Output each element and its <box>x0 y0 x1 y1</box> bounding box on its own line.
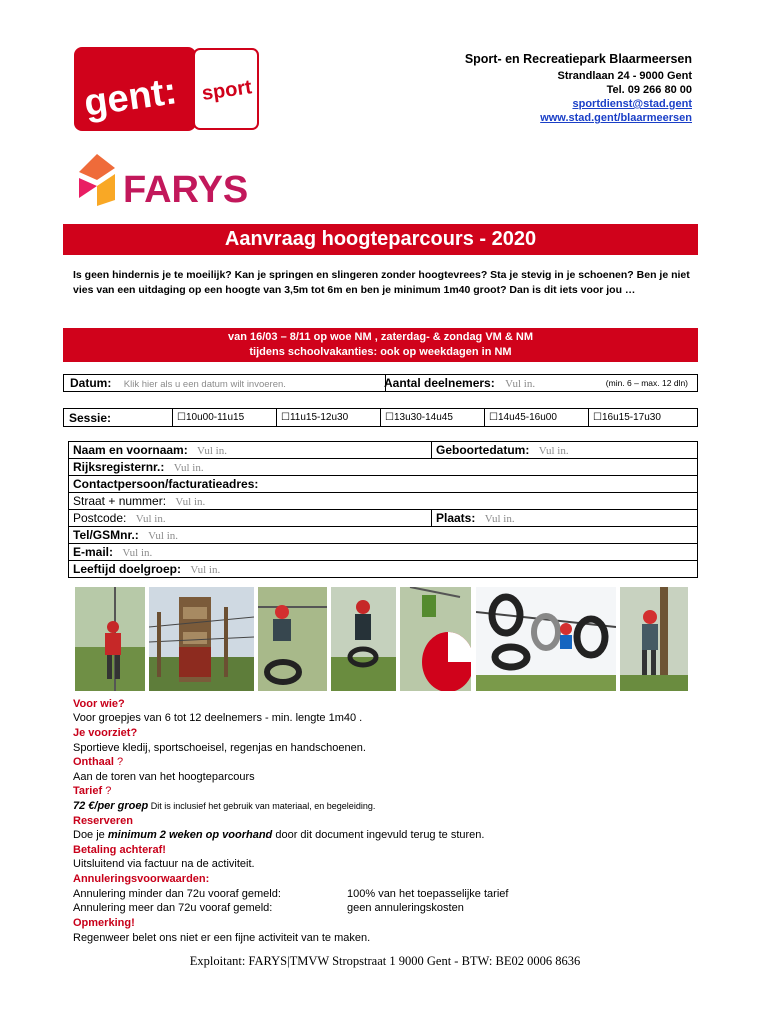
reserveren-text: Doe je minimum 2 weken op voorhand door dit document ingevuld terug te sturen. <box>73 829 485 841</box>
session-row <box>63 408 698 427</box>
tarief-text: Dit is inclusief het gebruik van materiaal, en begeleiding. <box>148 801 376 811</box>
annulering-heading: Annuleringsvoorwaarden: <box>73 873 210 885</box>
page-title: Aanvraag hoogteparcours - 2020 <box>63 224 698 255</box>
session-option[interactable]: ☐16u15-17u30 <box>588 409 702 426</box>
period-line-2: tijdens schoolvakanties: ook op weekdagen in NM <box>249 346 512 358</box>
naam-input[interactable]: Vul in. <box>197 445 227 457</box>
annulering-row-1: Annulering minder dan 72u vooraf gemeld: 100% van het toepasselijke tarief <box>73 888 509 900</box>
org-name: Sport- en Recreatiepark Blaarmeersen <box>464 52 692 66</box>
org-email-link[interactable]: sportdienst@stad.gent <box>572 98 692 110</box>
deelnemers-input[interactable]: Vul in. <box>505 378 536 390</box>
onthaal-heading: Onthaal <box>73 756 114 768</box>
tel-label: Tel/GSMnr.: <box>73 528 139 542</box>
photo-tire-swing <box>258 587 327 691</box>
photo-tires-course <box>476 587 616 691</box>
intro-text: Is geen hindernis je te moeilijk? Kan je springen en slingeren zonder hoogtevrees? Sta je stevig in je schoenen? Ben je niet vies van een uitdaging op een hoogte van 3,5m tot 6m en ben je minimum 1m40 groot? Dan is dit iets voor jou … <box>73 269 690 296</box>
voorwie-text: Voor groepjes van 6 tot 12 deelnemers - min. lengte 1m40 . <box>73 712 363 724</box>
deelnemers-label: Aantal deelnemers: <box>384 376 495 390</box>
postcode-label: Postcode: <box>73 511 127 525</box>
geboorte-input[interactable]: Vul in. <box>538 445 569 457</box>
photo-gent-sport-flag <box>400 587 471 691</box>
tarief-heading: Tarief <box>73 785 103 797</box>
footer: Exploitant: FARYS|TMVW Stropstraat 1 9000 Gent - BTW: BE02 0006 8636 <box>189 954 581 968</box>
naam-label: Naam en voornaam: <box>73 443 188 457</box>
rijks-input[interactable]: Vul in. <box>173 462 204 474</box>
email-label: E-mail: <box>73 545 114 559</box>
sessie-label: Sessie: <box>69 411 112 425</box>
photo-tower <box>149 587 254 691</box>
betaling-heading: Betaling achteraf! <box>73 844 166 856</box>
betaling-text: Uitsluitend via factuur na de activiteit. <box>73 858 255 870</box>
opmerking-text: Regenweer belet ons niet er een fijne activiteit van te maken. <box>73 932 371 944</box>
photo-climber-net <box>331 587 396 691</box>
personal-data-form <box>68 441 698 578</box>
photo-climber-rope <box>75 587 145 691</box>
opmerking-heading: Opmerking! <box>73 917 135 929</box>
leeftijd-label: Leeftijd doelgroep: <box>73 562 181 576</box>
voorziet-text: Sportieve kledij, sportschoeisel, regenjas en handschoenen. <box>73 742 366 754</box>
org-phone: Tel. 09 266 80 00 <box>606 84 692 96</box>
photo-climber-tower <box>620 587 688 691</box>
svg-text:gent:: gent: <box>81 70 180 125</box>
voorwie-heading: Voor wie? <box>73 698 125 710</box>
datum-label: Datum: <box>70 376 112 390</box>
period-line-1: van 16/03 – 8/11 op woe NM , zaterdag- & zondag VM & NM <box>227 331 533 343</box>
session-option[interactable]: ☐13u30-14u45 <box>380 409 489 426</box>
rijks-label: Rijksregisternr.: <box>73 460 165 474</box>
email-input[interactable]: Vul in. <box>122 547 153 559</box>
org-website-link[interactable]: www.stad.gent/blaarmeersen <box>540 112 692 124</box>
plaats-input[interactable]: Vul in. <box>484 513 515 525</box>
annulering-row-2: Annulering meer dan 72u vooraf gemeld: geen annuleringskosten <box>73 902 464 914</box>
reserveren-heading: Reserveren <box>73 815 133 827</box>
deelnemers-note: (min. 6 – max. 12 dln) <box>605 378 688 388</box>
session-option[interactable]: ☐10u00-11u15 <box>172 409 281 426</box>
date-participants-row <box>63 374 698 392</box>
session-option[interactable]: ☐14u45-16u00 <box>484 409 593 426</box>
leeftijd-input[interactable]: Vul in. <box>190 564 221 576</box>
org-address: Strandlaan 24 - 9000 Gent <box>557 70 692 82</box>
geboorte-label: Geboortedatum: <box>436 443 530 457</box>
datum-input[interactable]: Klik hier als u een datum wilt invoeren. <box>123 379 286 390</box>
period-banner <box>63 328 698 362</box>
straat-input[interactable]: Vul in. <box>175 496 206 508</box>
plaats-label: Plaats: <box>436 511 476 525</box>
farys-logo <box>75 150 265 210</box>
straat-label: Straat + nummer: <box>73 494 167 508</box>
svg-text:FARYS: FARYS <box>123 169 249 210</box>
voorziet-heading: Je voorziet? <box>73 727 138 739</box>
contact-label: Contactpersoon/facturatieadres: <box>73 477 259 491</box>
gent-sport-logo <box>74 47 260 131</box>
tel-input[interactable]: Vul in. <box>148 530 179 542</box>
tarief-price: 72 €/per groep <box>73 800 149 812</box>
postcode-input[interactable]: Vul in. <box>135 513 166 525</box>
svg-text:sport: sport <box>200 76 254 105</box>
session-option[interactable]: ☐11u15-12u30 <box>276 409 385 426</box>
onthaal-text: Aan de toren van het hoogteparcours <box>73 771 255 783</box>
